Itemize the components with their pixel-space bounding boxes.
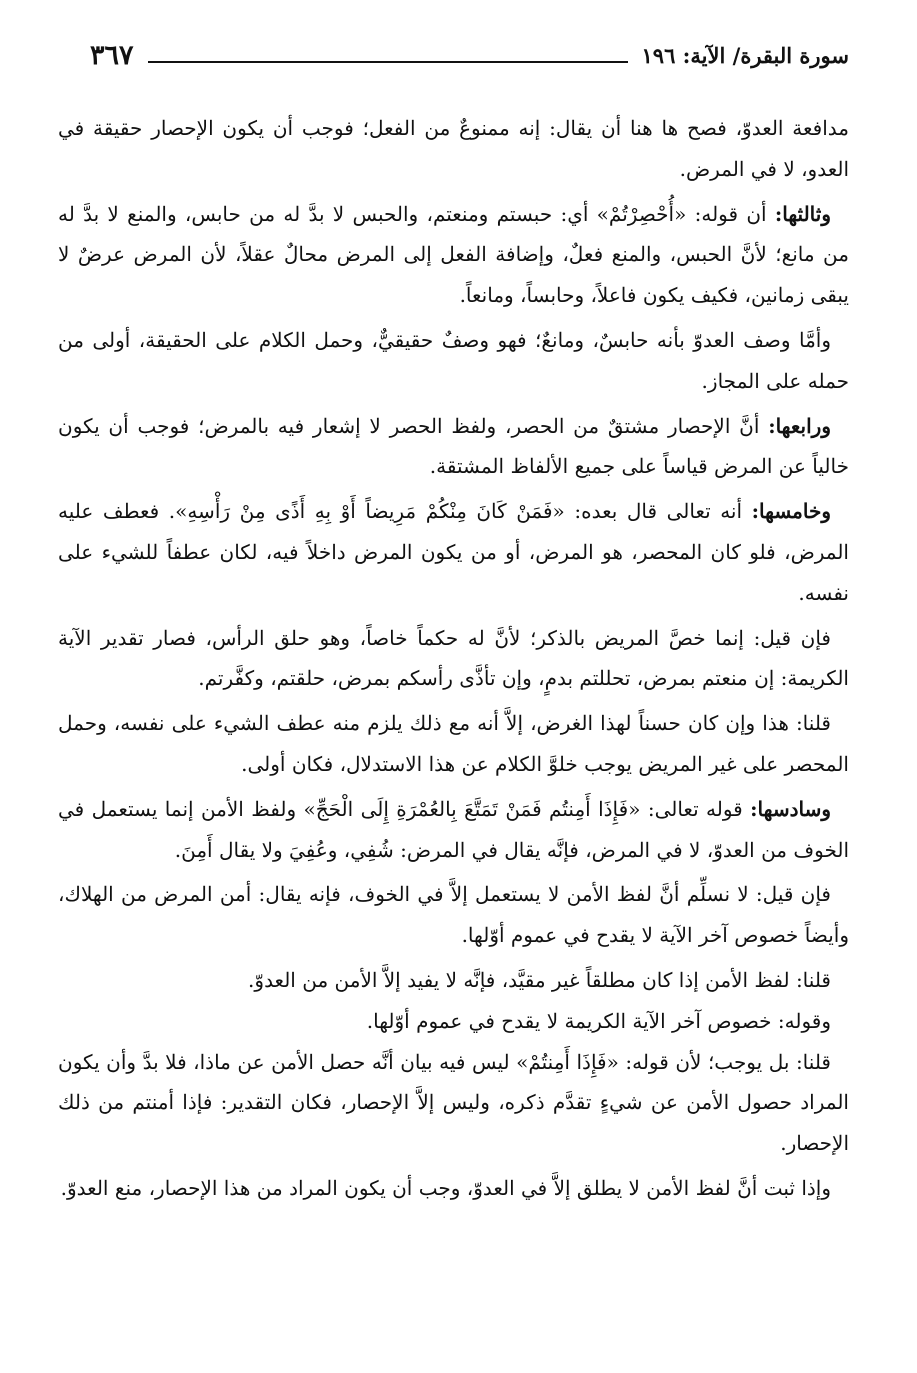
page-number: ٣٦٧ bbox=[90, 39, 134, 71]
paragraph: قلنا: لفظ الأمن إذا كان مطلقاً غير مقيَّد، فإنَّه لا يفيد إلاَّ الأمن من العدوّ. bbox=[248, 967, 831, 992]
paragraph: وقوله: خصوص آخر الآية الكريمة لا يقدح في عموم أوّلها. bbox=[366, 1008, 831, 1033]
paragraph-lead: وخامسها: bbox=[751, 499, 831, 524]
paragraph-lead: ورابعها: bbox=[768, 413, 831, 438]
paragraph: قلنا: هذا وإن كان حسناً لهذا الغرض، إلاَّ أنه مع ذلك يلزم منه عطف الشيء على نفسه، وحمل المحصر على غير المريض يوجب خلوَّ الكلام عن هذا الاستدلال، فكان أولى. bbox=[58, 711, 849, 776]
paragraph-lead: وثالثها: bbox=[774, 201, 831, 226]
paragraph: وإذا ثبت أنَّ لفظ الأمن لا يطلق إلاَّ في العدوّ، وجب أن يكون المراد من هذا الإحصار، منع العدوّ. bbox=[60, 1175, 831, 1200]
paragraph: مدافعة العدوّ، فصح ها هنا أن يقال: إنه ممنوعٌ من الفعل؛ فوجب أن يكون الإحصار حقيقة في العدو، لا في المرض. bbox=[58, 116, 849, 181]
paragraph: وسادسها: قوله تعالى: «فَإِذَا أَمِنتُم فَمَنْ تَمَتَّعَ بِالعُمْرَةِ إِلَى الْحَجِّ» ولفظ الأمن إنما يستعمل في الخوف من العدوّ، لا في المرض، فإنَّه يقال في المرض: شُفِي، وعُفِيَ ولا يقال أَمِنَ. bbox=[58, 796, 849, 862]
paragraph: وثالثها: أن قوله: «أُحْصِرْتُمْ» أي: حبستم ومنعتم، والحبس لا بدَّ له من حابس، والمنع لا بدَّ له من مانع؛ لأنَّ الحبس، والمنع فعلٌ، وإضافة الفعل إلى المرض محالٌ عقلاً، لأن المرض عرضٌ لا يبقى زمانين، فكيف يكون فاعلاً، وحابساً، ومانعاً. bbox=[58, 201, 849, 308]
paragraph: وأمَّا وصف العدوّ بأنه حابسٌ، ومانعٌ؛ فهو وصفٌ حقيقيٌّ، وحمل الكلام على الحقيقة، أولى من حمله على المجاز. bbox=[58, 327, 849, 393]
paragraph: فإن قيل: إنما خصَّ المريض بالذكر؛ لأنَّ له حكماً خاصاً، وهو حلق الرأس، فصار تقدير الآية الكريمة: إن منعتم بمرض، تحللتم بدمٍ، وإن تأذَّى رأسكم بمرض، حلقتم، وكفَّرتم. bbox=[58, 625, 849, 691]
paragraph: ورابعها: أنَّ الإحصار مشتقٌ من الحصر، ولفظ الحصر لا إشعار فيه بالمرض؛ فوجب أن يكون خالياً عن المرض قياساً على جميع الألفاظ المشتقة. bbox=[58, 413, 849, 479]
page-body bbox=[58, 108, 849, 1213]
header-rule bbox=[148, 61, 628, 63]
page-header bbox=[90, 38, 849, 72]
paragraph: وخامسها: أنه تعالى قال بعده: «فَمَنْ كَانَ مِنْكُمْ مَرِيضاً أَوْ بِهِ أَذًى مِنْ رَأْسِهِ». فعطف عليه المرض، فلو كان المحصر، هو المرض، أو من يكون المرض داخلاً فيه، لكان عطفاً للشيء على نفسه. bbox=[58, 499, 849, 605]
running-title: سورة البقرة/ الآية: ١٩٦ bbox=[641, 42, 849, 68]
paragraph: قلنا: بل يوجب؛ لأن قوله: «فَإِذَا أَمِنتُمْ» ليس فيه بيان أنَّه حصل الأمن عن ماذا، فلا بدَّ وأن يكون المراد حصول الأمن عن شيءٍ تقدَّم ذكره، وليس إلاَّ الإحصار، فكان التقدير: فإذا أمنتم من ذلك الإحصار. bbox=[58, 1049, 849, 1156]
paragraph-lead: وسادسها: bbox=[750, 796, 831, 821]
paragraph: فإن قيل: لا نسلِّم أنَّ لفظ الأمن لا يستعمل إلاَّ في الخوف، فإنه يقال: أمن المرض من الهلاك، وأيضاً خصوص آخر الآية لا يقدح في عموم أوّلها. bbox=[58, 882, 849, 948]
